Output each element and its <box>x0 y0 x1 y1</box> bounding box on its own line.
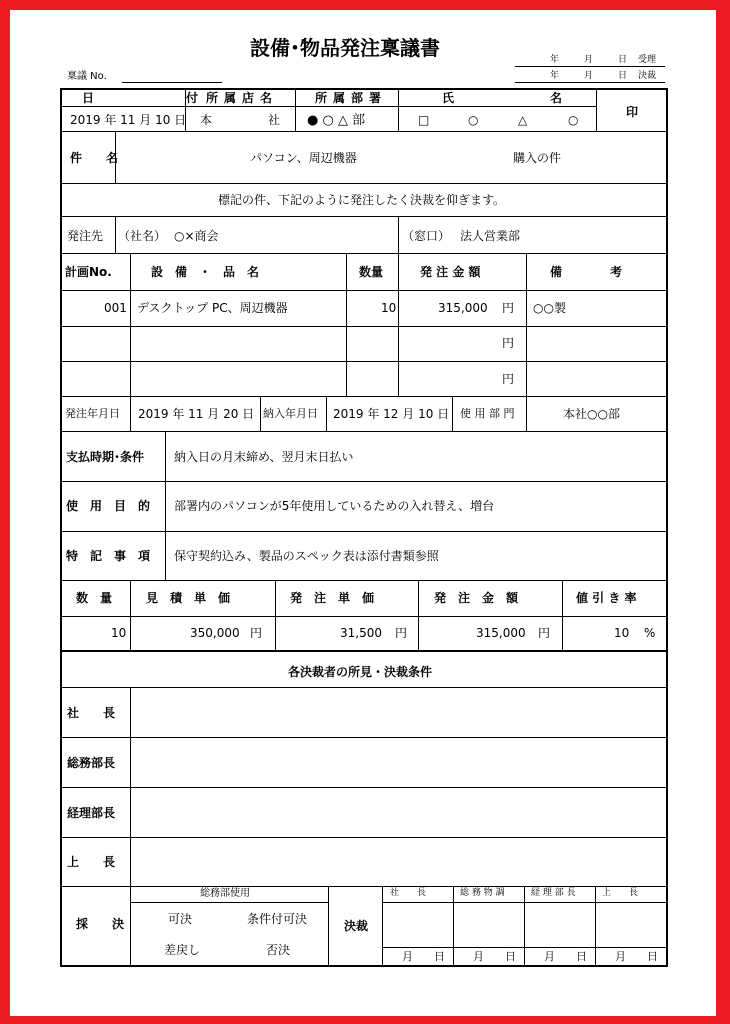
supervisor-label: 上 長 <box>67 855 116 869</box>
option-reject[interactable]: 否決 <box>266 943 291 957</box>
summary-amount-value[interactable]: 315,000 <box>476 626 526 640</box>
amount-cell[interactable]: 315,000 <box>438 301 488 315</box>
general-affairs-mgr-label: 総務部長 <box>67 756 116 770</box>
stamp-president-label: 社 長 <box>390 888 427 898</box>
window-label: （窓口） <box>402 229 451 243</box>
subject-label: 件 名 <box>70 151 125 165</box>
dept-value[interactable]: ● ○ △ 部 <box>307 113 366 128</box>
purpose-label: 使 用 目 的 <box>66 499 151 513</box>
branch-head: 所属店名 <box>206 91 279 105</box>
option-approve[interactable]: 可決 <box>168 912 193 926</box>
dept-head: 所属部署 <box>315 91 388 105</box>
approvals-title: 各決裁者の所見・決裁条件 <box>288 665 433 679</box>
supervisor-comment-field[interactable] <box>131 838 666 886</box>
remarks-label: 特 記 事 項 <box>66 549 151 563</box>
option-return[interactable]: 差戻し <box>164 943 201 957</box>
seal-label: 印 <box>626 105 639 119</box>
yen-unit: 円 <box>502 301 515 315</box>
summary-qty-value[interactable]: 10 <box>111 626 127 640</box>
summary-discount-value[interactable]: 10 <box>614 626 630 640</box>
subject-value[interactable]: パソコン、周辺機器 <box>250 151 357 165</box>
item-name-head: 設 備 ・ 品 名 <box>151 265 260 279</box>
company-label: （社名） <box>118 229 167 243</box>
general-affairs-use-label: 総務部使用 <box>200 888 250 899</box>
company-value[interactable]: ○×商会 <box>174 229 219 243</box>
name-char-1[interactable]: □ <box>418 113 430 127</box>
order-date-value[interactable]: 2019 年 11 月 20 日 <box>138 407 255 421</box>
general-affairs-comment-field[interactable] <box>131 738 666 787</box>
name-head-right: 名 <box>550 91 563 105</box>
summary-unit-head: 発 注 単 価 <box>290 591 375 605</box>
purpose-value[interactable]: 部署内のパソコンが5年使用しているための入れ替え、増台 <box>174 499 495 513</box>
receipt-label: 受理 <box>638 55 657 65</box>
stamp-general-affairs-label: 総 務 物 調 <box>460 888 505 898</box>
summary-qty-head: 数 量 <box>76 591 113 605</box>
form-title: 設備･物品発注稟議書 <box>250 36 440 60</box>
summary-unit-value[interactable]: 31,500 <box>340 626 382 640</box>
president-comment-field[interactable] <box>131 688 666 737</box>
note-cell[interactable]: ○○製 <box>533 301 566 315</box>
ringi-no-label: 稟議 No. <box>67 71 107 82</box>
delivery-date-value[interactable]: 2019 年 12 月 10 日 <box>333 407 450 421</box>
qty-cell[interactable]: 10 <box>381 301 397 315</box>
yen-unit: 円 <box>502 336 515 350</box>
yen-unit: 円 <box>250 626 263 640</box>
summary-discount-head: 値 引 き 率 <box>576 591 637 605</box>
accounting-mgr-label: 経理部長 <box>67 806 116 820</box>
note-head: 備 考 <box>550 265 623 279</box>
yen-unit: 円 <box>395 626 408 640</box>
summary-est-value[interactable]: 350,000 <box>190 626 240 640</box>
branch-value-2[interactable]: 社 <box>268 113 281 127</box>
kessai-label: 決裁 <box>344 919 369 933</box>
qty-head: 数量 <box>359 265 384 279</box>
name-char-3[interactable]: △ <box>518 113 528 127</box>
receipt-line <box>515 66 665 67</box>
date-head: 日 付 <box>82 91 213 105</box>
president-label: 社 長 <box>67 706 116 720</box>
stamp-supervisor-label: 上 長 <box>602 888 639 898</box>
approval-line <box>515 82 665 83</box>
order-date-label: 発注年月日 <box>65 407 120 420</box>
percent-unit: % <box>644 626 656 640</box>
remarks-value[interactable]: 保守契約込み、製品のスペック表は添付書類参照 <box>174 549 439 563</box>
summary-est-head: 見 積 単 価 <box>146 591 231 605</box>
yen-unit: 円 <box>502 372 515 386</box>
stamp-accounting-label: 経 理 部 長 <box>531 888 576 898</box>
use-dept-value[interactable]: 本社○○部 <box>563 407 620 421</box>
decision-label: 採 決 <box>76 917 131 931</box>
summary-amount-head: 発 注 金 額 <box>434 591 519 605</box>
plan-no-cell[interactable]: 001 <box>104 301 127 315</box>
vendor-label: 発注先 <box>67 229 104 243</box>
name-char-4[interactable]: ○ <box>568 113 579 127</box>
branch-value-1[interactable]: 本 <box>200 113 213 127</box>
request-date[interactable]: 2019 年 11 月 10 日 <box>70 113 187 127</box>
subject-suffix: 購入の件 <box>513 151 562 165</box>
yen-unit: 円 <box>538 626 551 640</box>
delivery-date-label: 納入年月日 <box>263 407 318 420</box>
plan-no-head: 計画No. <box>65 265 112 279</box>
item-name-cell[interactable]: デスクトップ PC、周辺機器 <box>137 301 288 315</box>
approval-label: 決裁 <box>638 71 657 81</box>
amount-head: 発 注 金 額 <box>420 265 481 279</box>
payment-terms-label: 支払時期･条件 <box>66 450 145 464</box>
accounting-comment-field[interactable] <box>131 788 666 837</box>
name-head-left: 氏 <box>442 91 455 105</box>
window-value[interactable]: 法人営業部 <box>460 229 521 243</box>
ringi-no-field[interactable] <box>122 82 222 83</box>
name-char-2[interactable]: ○ <box>468 113 479 127</box>
order-approval-form: 設備･物品発注稟議書 稟議 No. 年 月 日 受理 年 月 日 決裁 日 付 所属店名 所属部署 氏 名 印 2019 年 11 月 10 日 本 社 ● ○ △ 部 □ ○ △ ○ 件 名 パソコン、周辺機器 購入の件 標記の件、下記のように発注したく決裁を仰ぎます。 発注先 （社名） ○×商会 （窓口） 法人営業部 計画No. 設 備 ・ 品 名 数量 発 注 金 額 備 考 001 デスクトップ PC、周辺機器 10 315,000 円 ○○製 円 円 発注年月日 2019 年 11 月 20 日 納入年月日 2019 年 12 月 10 日 使 用 部 門 本社○○部 支払時期･条件 納入日の月末締め、翌月末日払い 使 用 目 的 部署内のパソコンが5年使用しているための入れ替え、増台 特 記 事 項 保守契約込み、製品のスペック表は添付書類参照 数 量 見 積 単 価 発 注 単 価 発 注 金 額 値 引 き 率 10 350,000 円 31,500 円 315,000 円 10 % 各決裁者の所見・決裁条件 社 長 総務部長 経理部長 上 長 採 決 総務部使用 可決 条件付可決 差戻し 否決 決裁 社 長 総 務 物 調 経 理 部 長 上 長 月 日 月 日 月 日 月 日 <box>10 10 716 1016</box>
option-conditional[interactable]: 条件付可決 <box>247 912 308 926</box>
intro-text: 標記の件、下記のように発注したく決裁を仰ぎます。 <box>218 193 506 207</box>
use-dept-label: 使 用 部 門 <box>460 407 515 420</box>
payment-terms-value[interactable]: 納入日の月末締め、翌月末日払い <box>174 450 354 464</box>
